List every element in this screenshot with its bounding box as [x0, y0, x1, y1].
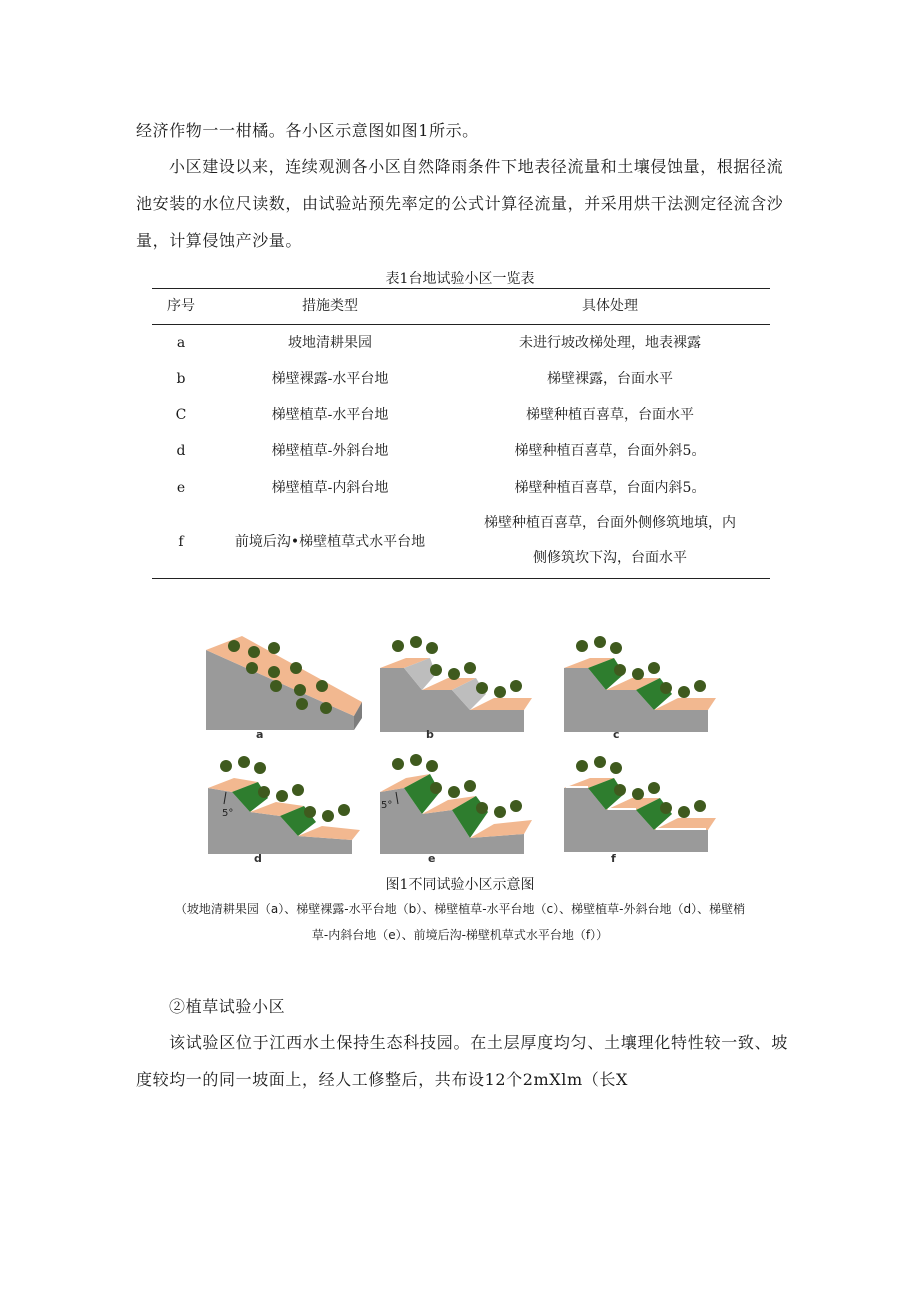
figure-angle-label-d: 5° — [222, 808, 234, 819]
table-row-a-type: 坡地清耕果园 — [288, 335, 372, 351]
table-row-e-id: e — [176, 480, 186, 496]
table-header-type: 措施类型 — [302, 298, 358, 314]
figure-subcaption-line1: （坡地清耕果园（a）、梯壁裸露-水平台地（b）、梯壁植草-水平台地（c）、梯壁植草-外斜台地（d）、梯壁梢 — [174, 902, 746, 916]
table-row-c-process: 梯壁种植百喜草，台面水平 — [526, 407, 694, 423]
figure-caption: 图1不同试验小区示意图 — [385, 877, 535, 893]
table-row-c-id: C — [175, 407, 187, 423]
table-header-rule — [152, 324, 770, 325]
table-row-a-process: 未进行坡改梯处理，地表裸露 — [519, 335, 701, 351]
table-row-f-process-line2: 侧修筑坎下沟，台面水平 — [533, 550, 687, 566]
table-row-f-process-line1: 梯壁种植百喜草，台面外侧修筑地填，内 — [484, 515, 736, 531]
table-top-rule — [152, 288, 770, 289]
table-row-e-type: 梯壁植草-内斜台地 — [271, 480, 389, 496]
figure-panel-a — [204, 628, 364, 738]
figure-panel-b — [376, 628, 536, 738]
table-row-b-process: 梯壁裸露，台面水平 — [547, 371, 673, 387]
figure-panel-c — [560, 628, 720, 738]
figure-label-b: b — [426, 728, 434, 741]
table-row-c-type: 梯壁植草-水平台地 — [271, 407, 389, 423]
table-row-d-type: 梯壁植草-外斜台地 — [271, 443, 389, 459]
table-bottom-rule — [152, 578, 770, 579]
table-row-f-id: f — [178, 534, 184, 550]
figure-angle-label-e: 5° — [381, 800, 393, 811]
figure-label-f: f — [611, 852, 616, 865]
paragraph-2: 小区建设以来，连续观测各小区自然降雨条件下地表径流量和土壤侵蚀量，根据径流池安装的水位尺读数，由试验站预先率定的公式计算径流量，并采用烘干法测定径流含沙量，计算侵蚀产沙量。 — [136, 157, 784, 250]
table-row-b-type: 梯壁裸露-水平台地 — [271, 371, 389, 387]
table-title: 表1台地试验小区一览表 — [385, 271, 535, 287]
table-header-process: 具体处理 — [582, 298, 638, 314]
section-heading: ②植草试验小区 — [169, 997, 286, 1016]
table-header-index: 序号 — [167, 298, 195, 314]
figure-subcaption-line2: 草-内斜台地（e）、前境后沟-梯壁机草式水平台地（f）） — [311, 928, 609, 942]
table-row-d-id: d — [176, 443, 186, 459]
figure-label-c: c — [613, 728, 620, 741]
table-row-b-id: b — [176, 371, 186, 387]
figure-panel-d — [204, 748, 364, 860]
figure-label-e: e — [428, 852, 436, 865]
table-row-e-process: 梯壁种植百喜草，台面内斜5。 — [514, 480, 706, 496]
paragraph-1: 经济作物一一柑橘。各小区示意图如图1所示。 — [136, 121, 479, 140]
figure-label-d: d — [254, 852, 262, 865]
paragraph-3: 该试验区位于江西水土保持生态科技园。在土层厚度均匀、土壤理化特性较一致、坡度较均一的同一坡面上，经人工修整后，共布设12个2mXlm（长X — [136, 1033, 788, 1089]
table-row-f-type: 前境后沟•梯壁植草式水平台地 — [234, 534, 426, 550]
figure-panel-e — [376, 748, 536, 860]
figure-panel-f — [560, 748, 720, 860]
figure-label-a: a — [256, 728, 264, 741]
table-row-a-id: a — [176, 335, 186, 351]
table-row-d-process: 梯壁种植百喜草，台面外斜5。 — [514, 443, 706, 459]
